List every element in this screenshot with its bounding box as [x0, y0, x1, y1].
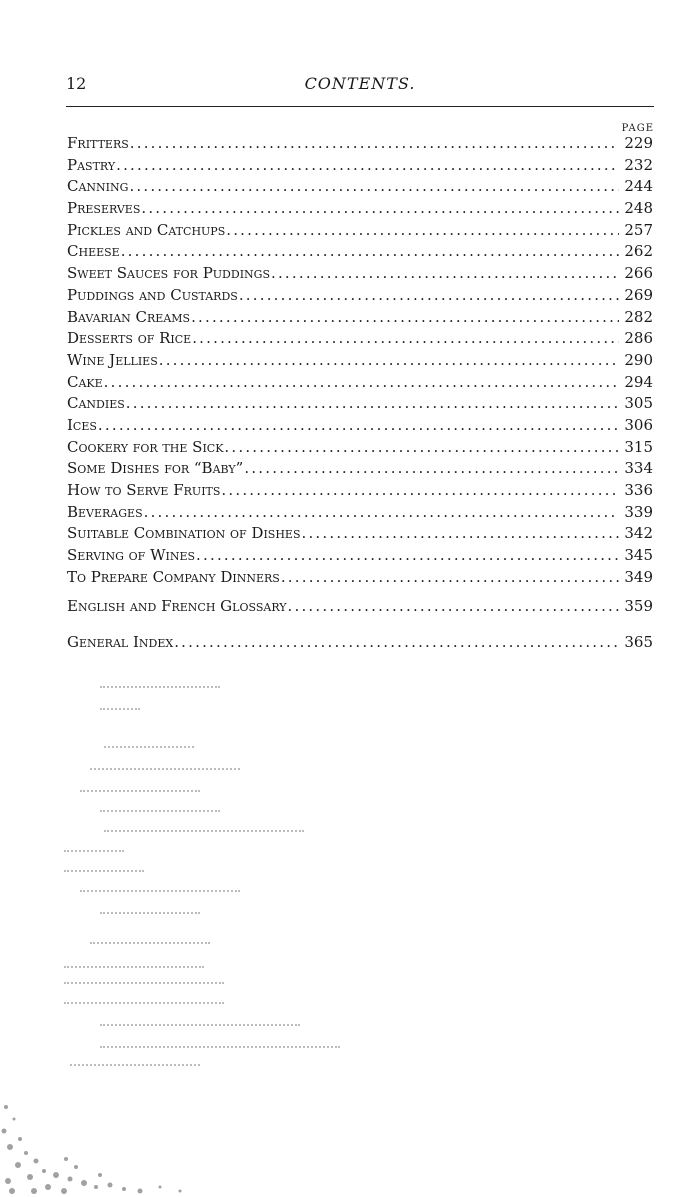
- toc-entry-title: Cake: [67, 372, 103, 391]
- dot-leader: [129, 176, 619, 198]
- dot-leader: [130, 133, 619, 155]
- toc-entry-page: 345: [624, 546, 653, 565]
- toc-entry-page: 229: [624, 134, 653, 152]
- toc-entry: [67, 545, 653, 567]
- toc-entry: [67, 596, 653, 618]
- toc-entry-page: 269: [624, 285, 653, 304]
- bleed-through-marks: [60, 680, 480, 1100]
- toc-entry-page: 349: [624, 567, 653, 586]
- toc-entry-title: Beverages: [67, 502, 143, 521]
- toc-entry: [67, 632, 653, 654]
- toc-entry-title: How to Serve Fruits: [67, 481, 221, 499]
- toc-entry-title: To Prepare Company Dinners: [67, 567, 280, 586]
- dot-leader: [116, 155, 619, 177]
- toc-entry-page: 315: [624, 437, 653, 456]
- running-title: CONTENTS.: [304, 74, 416, 93]
- dot-leader: [281, 567, 619, 589]
- toc-entry: [67, 241, 653, 263]
- dot-leader: [126, 393, 619, 415]
- toc-entry-title: Serving of Wines: [67, 546, 196, 565]
- dot-leader: [221, 480, 619, 502]
- toc-entry: [67, 502, 653, 524]
- toc-entry-page: 334: [624, 459, 653, 478]
- toc-entry-title: Candies: [67, 394, 125, 413]
- toc-entry-title: Some Dishes for “Baby”: [67, 459, 244, 478]
- toc-entry: [67, 415, 653, 437]
- toc-entry-title: English and French Glossary: [67, 597, 287, 616]
- toc-entry-page: 305: [624, 394, 653, 413]
- toc-entry-page: 365: [624, 633, 653, 652]
- page-header: [66, 74, 654, 98]
- toc-entry-page: 266: [624, 264, 653, 283]
- toc-entry: [67, 263, 653, 285]
- toc-entry-title: Puddings and Custards: [67, 285, 238, 304]
- toc-entry-title: Fritters: [67, 134, 129, 152]
- toc-entry-page: 336: [624, 481, 653, 499]
- toc-entry-page: 359: [624, 597, 653, 616]
- toc-entry-page: 294: [624, 372, 653, 391]
- toc-entry: [67, 393, 653, 415]
- toc-entry: [67, 307, 653, 329]
- toc-entry-title: Ices: [67, 415, 97, 434]
- toc-entry-title: Suitable Combination of Dishes: [67, 524, 301, 543]
- toc-entry: [67, 133, 653, 155]
- dot-leader: [141, 198, 619, 220]
- toc-entry-title: Sweet Sauces for Puddings: [67, 264, 270, 283]
- toc-entry: [67, 437, 653, 459]
- toc-entry-title: Wine Jellies: [67, 350, 158, 369]
- toc-entry: [67, 567, 653, 589]
- dot-leader: [174, 632, 619, 654]
- dot-leader: [271, 263, 619, 285]
- toc-entry-page: 339: [624, 502, 653, 521]
- toc-entry: [67, 458, 653, 480]
- toc-entry-title: Pastry: [67, 155, 116, 174]
- dot-leader: [104, 372, 619, 394]
- toc-entry-page: 257: [624, 220, 653, 239]
- toc-entry-page: 282: [624, 307, 653, 326]
- toc-entry-title: Pickles and Catchups: [67, 220, 226, 239]
- page-number: 12: [66, 74, 87, 93]
- dot-leader: [196, 545, 619, 567]
- dot-leader: [224, 437, 619, 459]
- toc-entry-title: Cheese: [67, 242, 120, 261]
- dot-leader: [159, 350, 619, 372]
- toc-entry-page: 286: [624, 329, 653, 348]
- toc-entry: [67, 480, 653, 502]
- toc-entry-title: Canning: [67, 177, 129, 196]
- page-column-label: PAGE: [621, 123, 654, 134]
- toc-entry: [67, 176, 653, 198]
- toc-entry: [67, 350, 653, 372]
- toc-entry: [67, 328, 653, 350]
- toc-entry-page: 232: [624, 155, 653, 174]
- table-of-contents: [67, 133, 653, 654]
- toc-entry: [67, 220, 653, 242]
- dot-leader: [121, 241, 619, 263]
- header-rule: [66, 106, 654, 107]
- toc-entry: [67, 372, 653, 394]
- toc-entry: [67, 198, 653, 220]
- dot-leader: [98, 415, 619, 437]
- toc-entry-page: 306: [624, 415, 653, 434]
- toc-entry-page: 248: [624, 199, 653, 218]
- toc-entry-title: Cookery for the Sick: [67, 437, 224, 456]
- toc-entry: [67, 285, 653, 307]
- dot-leader: [192, 328, 619, 350]
- toc-entry-title: Bavarian Creams: [67, 307, 191, 326]
- dot-leader: [144, 502, 619, 524]
- toc-entry-page: 342: [624, 524, 653, 543]
- dot-leader: [244, 458, 619, 480]
- paper-stain: [0, 1087, 200, 1197]
- toc-entry-title: Desserts of Rice: [67, 329, 192, 348]
- toc-entry: [67, 155, 653, 177]
- dot-leader: [302, 523, 620, 545]
- toc-entry-page: 262: [624, 242, 653, 261]
- dot-leader: [288, 596, 619, 618]
- toc-entry-title: Preserves: [67, 199, 141, 218]
- toc-entry-page: 290: [624, 350, 653, 369]
- dot-leader: [239, 285, 619, 307]
- toc-entry-page: 244: [624, 177, 653, 196]
- dot-leader: [226, 220, 619, 242]
- toc-entry-title: General Index: [67, 633, 174, 652]
- toc-entry: [67, 523, 653, 545]
- dot-leader: [191, 307, 619, 329]
